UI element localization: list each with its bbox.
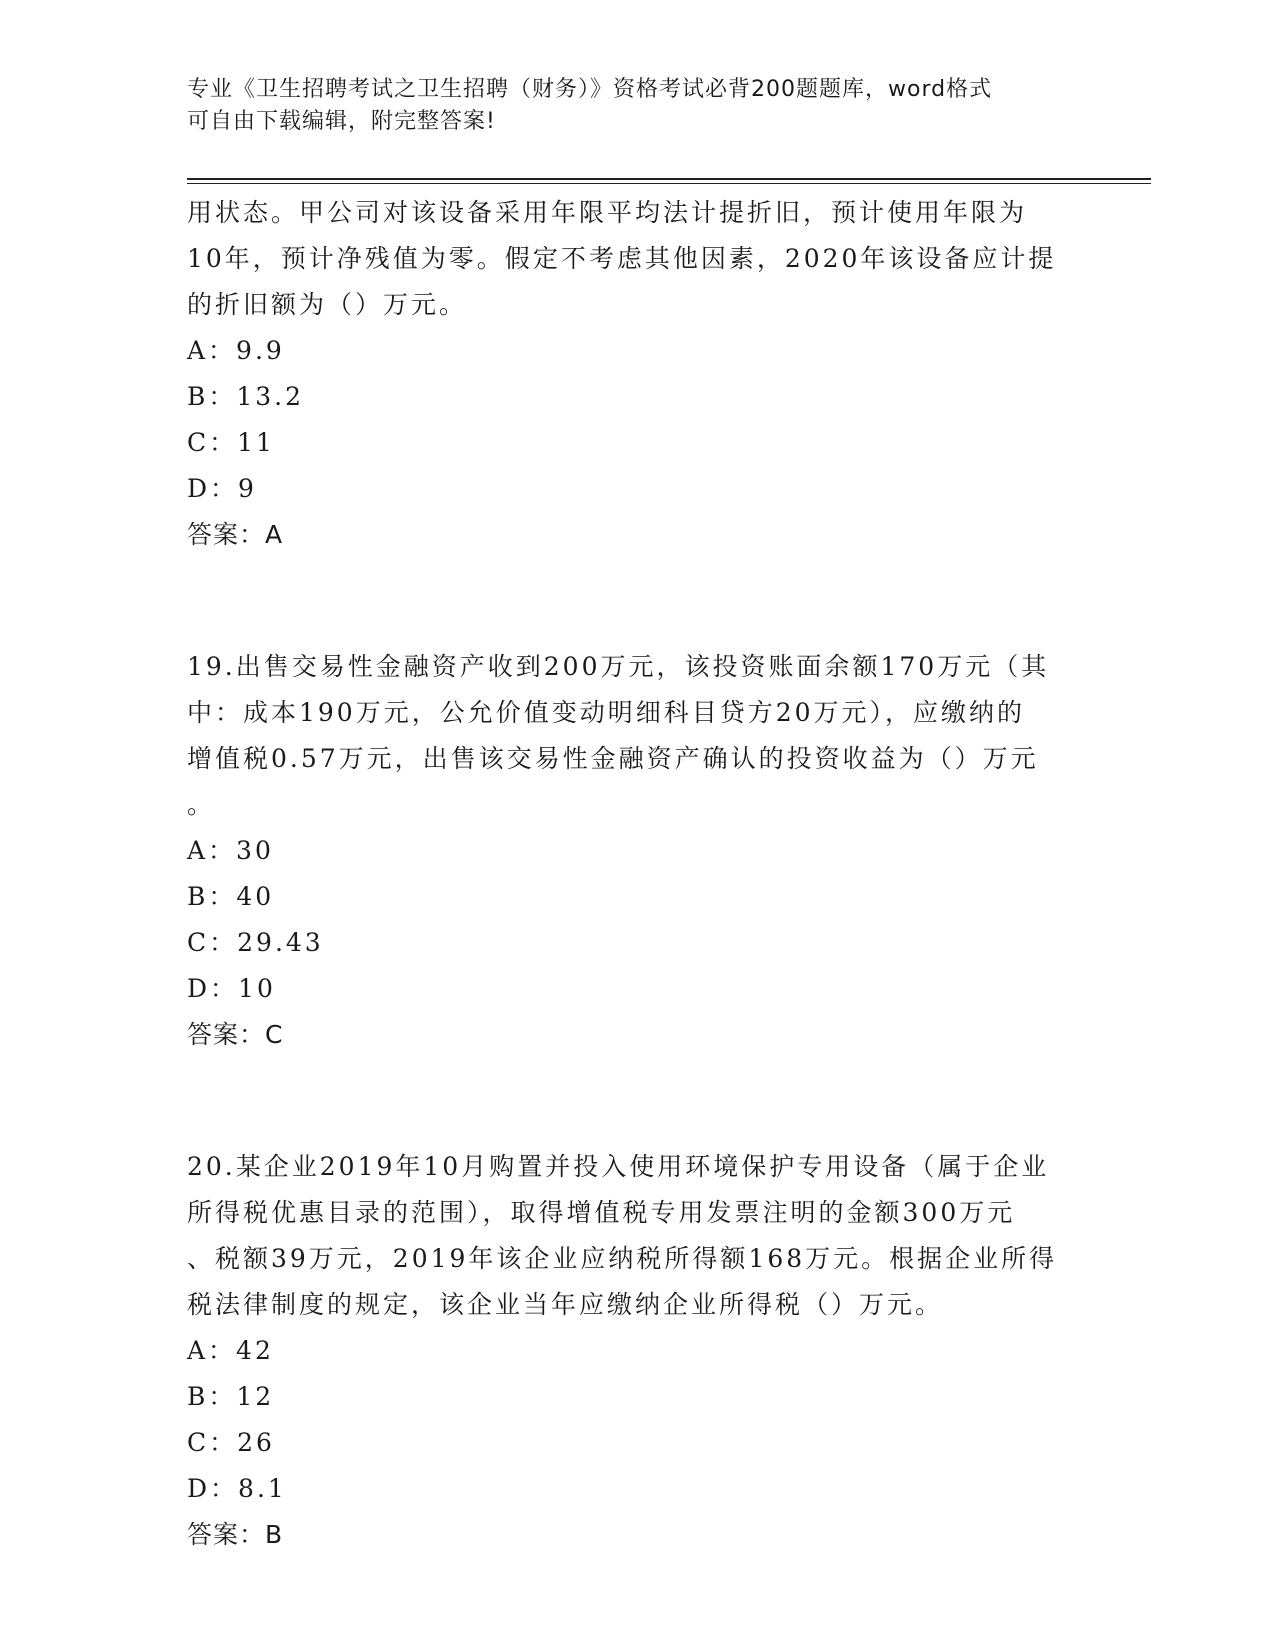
answer-label: 答案：A <box>187 520 284 549</box>
header-line-2: 可自由下载编辑，附完整答案! <box>187 109 496 134</box>
question-stem-line: 20.某企业2019年10月购置并投入使用环境保护专用设备（属于企业 <box>187 1152 1050 1181</box>
option-d: D：9 <box>187 474 257 503</box>
option-c: C：26 <box>187 1428 275 1457</box>
document-body <box>187 190 1087 1558</box>
page-header <box>187 74 1087 138</box>
question-stem-line: 用状态。甲公司对该设备采用年限平均法计提折旧，预计使用年限为 <box>187 198 1028 227</box>
option-d: D：10 <box>187 974 276 1003</box>
question-stem-line: 10年，预计净残值为零。假定不考虑其他因素，2020年该设备应计提 <box>187 244 1057 273</box>
question-stem-line: 、税额39万元，2019年该企业应纳税所得额168万元。根据企业所得 <box>187 1244 1058 1273</box>
question-stem-line: 增值税0.57万元，出售该交易性金融资产确认的投资收益为（）万元 <box>187 744 1039 773</box>
option-b: B：13.2 <box>187 382 305 411</box>
question-20 <box>187 1144 1087 1558</box>
question-18 <box>187 190 1087 558</box>
header-line-1: 专业《卫生招聘考试之卫生招聘（财务）》资格考试必背200题题库，word格式 <box>187 77 993 102</box>
option-a: A：42 <box>187 1336 274 1365</box>
question-stem-line: 。 <box>187 790 216 819</box>
header-divider-top <box>187 178 1151 180</box>
question-stem-line: 中：成本190万元，公允价值变动明细科目贷方20万元），应缴纳的 <box>187 698 1026 727</box>
option-d: D：8.1 <box>187 1474 287 1503</box>
question-stem-line: 19.出售交易性金融资产收到200万元，该投资账面余额170万元（其 <box>187 652 1050 681</box>
option-a: A：30 <box>187 836 274 865</box>
question-spacer <box>187 558 1087 644</box>
answer-label: 答案：B <box>187 1520 284 1549</box>
question-stem-line: 的折旧额为（）万元。 <box>187 290 468 319</box>
option-c: C：11 <box>187 428 275 457</box>
answer-label: 答案：C <box>187 1020 284 1049</box>
question-19 <box>187 644 1087 1058</box>
question-stem-line: 所得税优惠目录的范围），取得增值税专用发票注明的金额300万元 <box>187 1198 1016 1227</box>
option-a: A：9.9 <box>187 336 285 365</box>
option-b: B：40 <box>187 882 275 911</box>
option-c: C：29.43 <box>187 928 324 957</box>
option-b: B：12 <box>187 1382 275 1411</box>
question-stem-line: 税法律制度的规定，该企业当年应缴纳企业所得税（）万元。 <box>187 1290 944 1319</box>
question-spacer <box>187 1058 1087 1144</box>
header-divider-bottom <box>187 183 1151 184</box>
